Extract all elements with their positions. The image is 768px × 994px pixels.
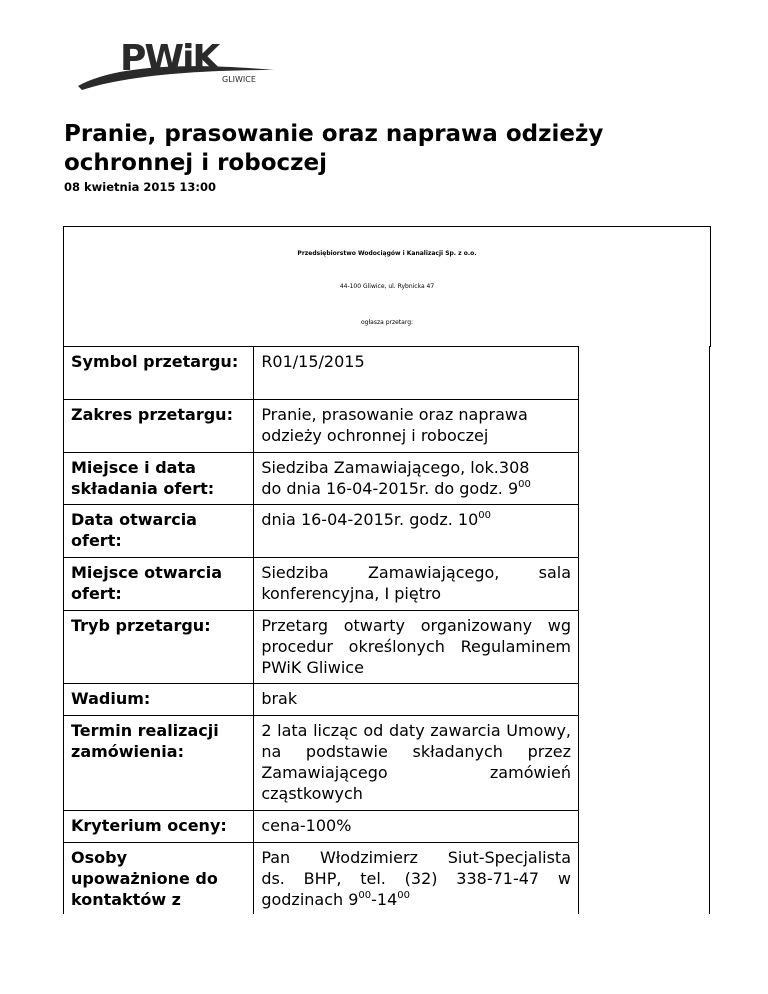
row-label: Zakres przetargu: xyxy=(64,400,254,453)
outer-border-right xyxy=(709,346,710,914)
announcement-header-box xyxy=(63,226,711,347)
value-line: do dnia 16-04-2015r. do godz. 9 xyxy=(261,479,519,498)
logo-city-text: GLIWICE xyxy=(222,75,256,84)
value-line xyxy=(261,889,571,910)
row-value: cena-100% xyxy=(254,811,579,843)
value-line: dnia 16-04-2015r. godz. 10 xyxy=(261,510,479,529)
tender-table-viewport xyxy=(63,346,579,914)
value-line: ds. BHP, tel. (32) 338-71-47 w xyxy=(261,869,571,888)
row-label: Symbol przetargu: xyxy=(64,347,254,400)
row-label: Data otwarcia ofert: xyxy=(64,505,254,558)
company-name: Przedsiębiorstwo Wodociągów i Kanalizacji Sp. z o.o. xyxy=(297,250,477,257)
page-title: Pranie, prasowanie oraz naprawa odzieży ochronnej i roboczej xyxy=(64,121,604,176)
row-label: Miejsce i data składania ofert: xyxy=(64,453,254,505)
company-address: 44-100 Gliwice, ul. Rybnicka 47 xyxy=(339,283,435,290)
table-row xyxy=(64,811,579,843)
row-label: Termin realizacji zamówienia: xyxy=(64,716,254,811)
row-value: Przetarg otwarty organizowany wg procedur określonych Regulaminem PWiK Gliwice xyxy=(254,611,579,684)
pwik-logo xyxy=(74,36,284,96)
row-value xyxy=(254,505,579,558)
superscript: 00 xyxy=(397,890,411,901)
table-row xyxy=(64,505,579,558)
value-text: -14 xyxy=(371,890,398,909)
table-row xyxy=(64,347,579,400)
table-row xyxy=(64,453,579,505)
superscript: 00 xyxy=(358,890,372,901)
row-value: 2 lata licząc od daty zawarcia Umowy, na podstawie składanych przez Zamawiającego zamówień cząstkowych xyxy=(254,716,579,811)
table-row xyxy=(64,716,579,811)
publish-date: 08 kwietnia 2015 13:00 xyxy=(64,180,217,194)
row-label: Kryterium oceny: xyxy=(64,811,254,843)
row-value: brak xyxy=(254,684,579,716)
tender-details-table xyxy=(63,346,579,914)
superscript: 00 xyxy=(518,479,531,490)
row-label: Tryb przetargu: xyxy=(64,611,254,684)
row-label: Osoby upoważnione do kontaktów z xyxy=(64,843,254,915)
row-value xyxy=(254,843,579,915)
superscript: 00 xyxy=(478,510,491,521)
value-line: Siedziba Zamawiającego, lok.308 xyxy=(261,458,530,477)
logo-brand-text: PWiK xyxy=(120,38,219,79)
row-value xyxy=(254,453,579,505)
table-row xyxy=(64,684,579,716)
row-label: Miejsce otwarcia ofert: xyxy=(64,558,254,611)
announce-text: ogłasza przetarg: xyxy=(360,319,414,326)
table-row xyxy=(64,400,579,453)
value-text: godzinach 9 xyxy=(261,890,359,909)
table-row xyxy=(64,611,579,684)
value-line: Pan Włodzimierz Siut-Specjalista xyxy=(261,848,571,867)
table-row xyxy=(64,558,579,611)
row-value: Pranie, prasowanie oraz naprawa odzieży ochronnej i roboczej xyxy=(254,400,579,453)
row-value: Siedziba Zamawiającego, sala konferencyjna, I piętro xyxy=(254,558,579,611)
table-row xyxy=(64,843,579,915)
row-label: Wadium: xyxy=(64,684,254,716)
row-value: R01/15/2015 xyxy=(254,347,579,400)
